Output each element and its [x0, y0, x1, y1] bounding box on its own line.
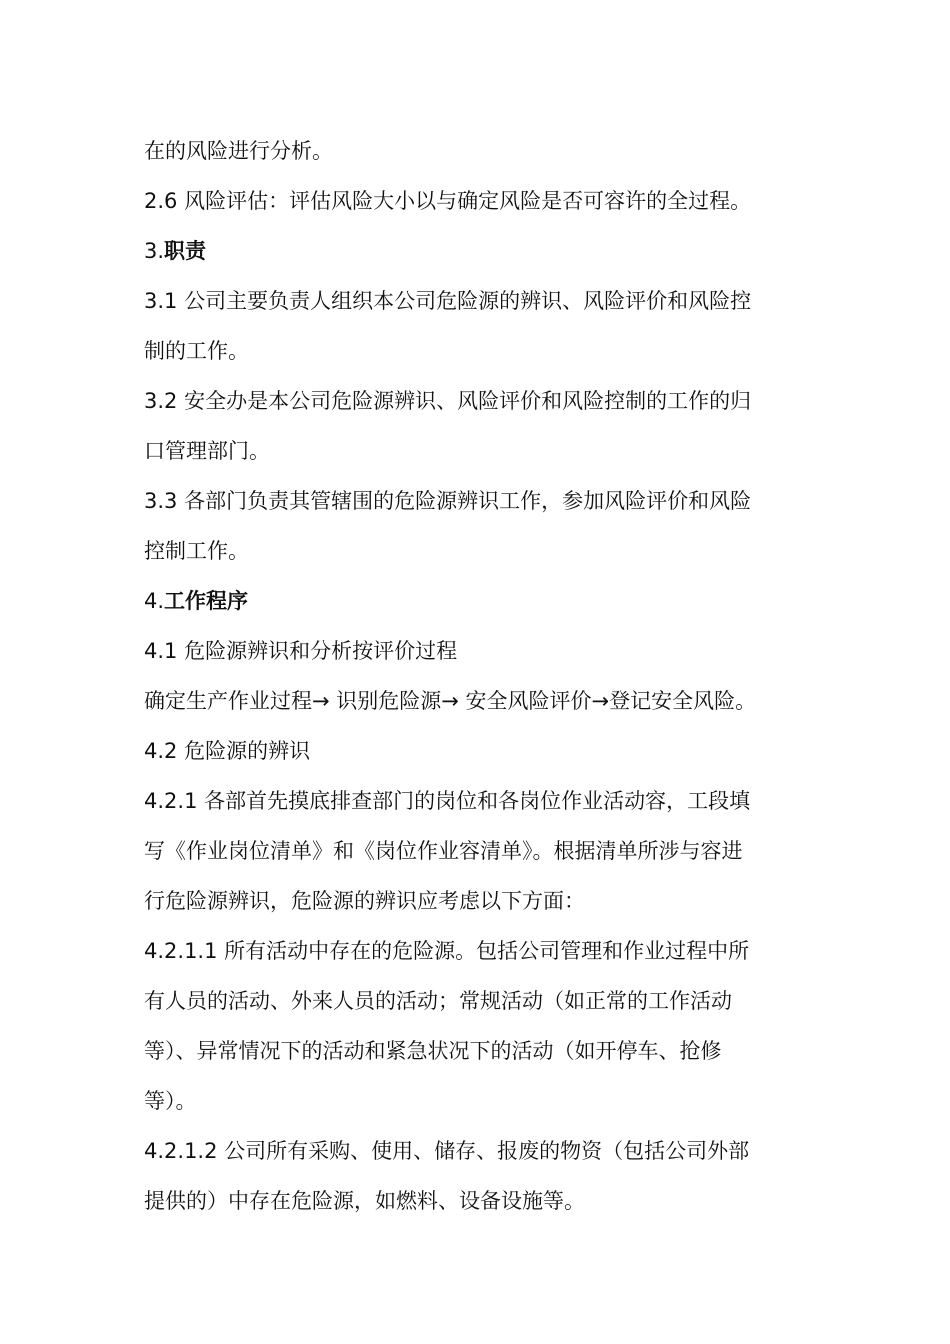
- paragraph-line: 3.1 公司主要负责人组织本公司危险源的辨识、风险评价和风险控: [144, 289, 752, 313]
- paragraph-line: 行危险源辨识，危险源的辨识应考虑以下方面：: [144, 889, 585, 913]
- section-number: 3.: [144, 239, 165, 263]
- paragraph-line: 等）。: [144, 1089, 197, 1113]
- paragraph-line: 控制工作。: [144, 539, 249, 563]
- paragraph-line: 有人员的活动、外来人员的活动；常规活动（如正常的工作活动: [144, 989, 732, 1013]
- section-number: 4.: [144, 589, 165, 613]
- paragraph-line: 4.2 危险源的辨识: [144, 739, 311, 763]
- paragraph-line: 在的风险进行分析。: [144, 139, 333, 163]
- paragraph-line: 提供的）中存在危险源，如燃料、设备设施等。: [144, 1189, 585, 1213]
- paragraph-line: 等）、异常情况下的活动和紧急状况下的活动（如开停车、抢修: [144, 1039, 722, 1063]
- paragraph-line: 4.2.1.1 所有活动中存在的危险源。包括公司管理和作业过程中所: [144, 939, 750, 963]
- section-title: 职责: [164, 239, 207, 263]
- paragraph-line: 3.3 各部门负责其管辖围的危险源辨识工作，参加风险评价和风险: [144, 489, 752, 513]
- paragraph-line: 4.1 危险源辨识和分析按评价过程: [144, 639, 458, 663]
- paragraph-line: 写《作业岗位清单》和《岗位作业容清单》。根据清单所涉与容进: [144, 839, 743, 863]
- section-heading-3: [144, 226, 814, 276]
- paragraph-line: 口管理部门。: [144, 439, 270, 463]
- paragraph-line: 4.2.1.2 公司所有采购、使用、储存、报废的物资（包括公司外部: [144, 1139, 750, 1163]
- section-heading-4: [144, 576, 814, 626]
- paragraph-line: 3.2 安全办是本公司危险源辨识、风险评价和风险控制的工作的归: [144, 389, 752, 413]
- paragraph-line: 制的工作。: [144, 339, 249, 363]
- paragraph-line: 2.6 风险评估：评估风险大小以与确定风险是否可容许的全过程。: [144, 189, 752, 213]
- document-body: [144, 126, 814, 1226]
- section-title: 工作程序: [164, 589, 249, 613]
- paragraph-line: 4.2.1 各部首先摸底排查部门的岗位和各岗位作业活动容，工段填: [144, 789, 751, 813]
- paragraph-line: 确定生产作业过程→ 识别危险源→ 安全风险评价→登记安全风险。: [144, 689, 757, 713]
